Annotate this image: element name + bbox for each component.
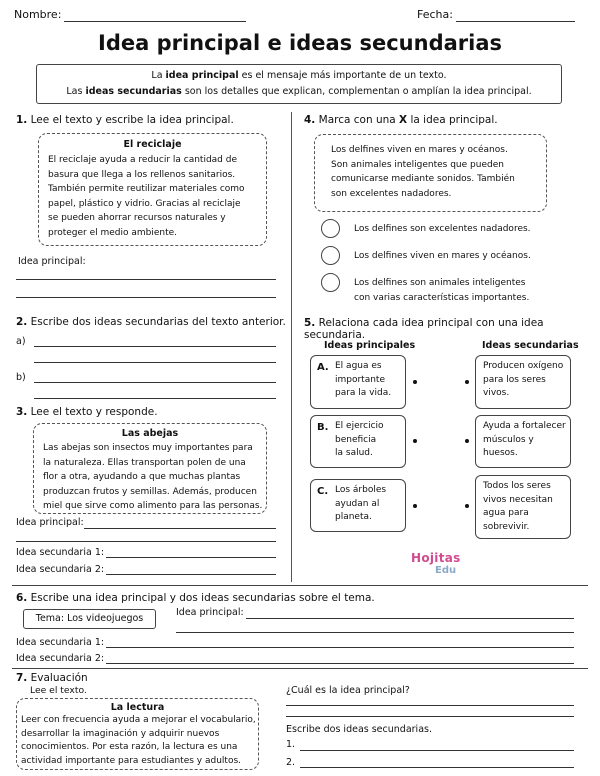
q6-sec1-answer[interactable] xyxy=(106,647,574,648)
q1-text-title: El reciclaje xyxy=(123,139,182,150)
column-divider xyxy=(291,112,292,582)
q6-main-label: Idea principal: xyxy=(176,607,244,618)
q5-right-dot-2[interactable] xyxy=(465,439,469,443)
definition-line-1: La idea principal es el mensaje más importante de un texto. xyxy=(151,70,447,81)
q5-left-dot-c[interactable] xyxy=(413,504,417,508)
q3-text-box xyxy=(33,423,267,514)
q3-instruction: 3. Lee el texto y responde. xyxy=(16,406,158,418)
name-label: Nombre: xyxy=(14,8,62,21)
q7-instruction: Lee el texto. xyxy=(30,685,87,696)
q5-left-box-c: C. Los árboles ayudan al planeta. xyxy=(310,479,406,532)
q2-answer-b[interactable] xyxy=(34,382,276,383)
q6-topic-box: Tema: Los videojuegos xyxy=(23,609,156,629)
q2-instruction: 2. Escribe dos ideas secundarias del texto anterior. xyxy=(16,316,286,328)
q5-left-box-b: B. El ejercicio beneficia la salud. xyxy=(310,415,406,468)
q2-answer-b-2[interactable] xyxy=(34,398,276,399)
q7-text-box xyxy=(16,698,259,770)
q7-sec-answer-1[interactable] xyxy=(300,750,574,751)
q7-main-answer-2[interactable] xyxy=(286,716,574,717)
name-field[interactable] xyxy=(64,21,246,22)
q2-label-a: a) xyxy=(16,336,26,347)
q2-answer-a[interactable] xyxy=(34,346,276,347)
hojitas-logo: Hojitas Edu xyxy=(411,551,461,576)
q3-main-answer-2[interactable] xyxy=(16,541,276,542)
q3-sec1-label: Idea secundaria 1: xyxy=(16,547,105,558)
q3-sec2-answer[interactable] xyxy=(106,574,276,575)
q4-option-3-checkbox[interactable] xyxy=(321,273,340,292)
q5-left-dot-b[interactable] xyxy=(413,439,417,443)
q5-left-box-a: A. El agua es importante para la vida. xyxy=(310,355,406,409)
q4-text-box xyxy=(314,134,547,212)
q7-title: 7. Evaluación xyxy=(16,672,88,684)
q7-text-title: La lectura xyxy=(110,702,165,713)
q1-instruction: 1. Lee el texto y escribe la idea principal. xyxy=(16,114,234,126)
q1-answer-line-1[interactable] xyxy=(16,279,276,280)
q4-option-2-checkbox[interactable] xyxy=(321,246,340,265)
q5-right-dot-3[interactable] xyxy=(465,504,469,508)
q6-instruction: 6. Escribe una idea principal y dos ideas secundarias sobre el tema. xyxy=(16,592,375,604)
definition-box xyxy=(36,64,562,104)
section-divider-1 xyxy=(12,585,588,586)
definition-line-2: Las ideas secundarias son los detalles que explican, complementan o amplían la idea principal. xyxy=(66,86,532,97)
q3-sec1-answer[interactable] xyxy=(106,557,276,558)
q5-left-dot-a[interactable] xyxy=(413,380,417,384)
q7-question: ¿Cuál es la idea principal? xyxy=(286,685,410,696)
q4-option-1-label: Los delfines son excelentes nadadores. xyxy=(354,224,531,234)
q5-right-box-3: Todos los seres vivos necesitan agua para sobrevivir. xyxy=(475,475,571,539)
q6-sec2-label: Idea secundaria 2: xyxy=(16,653,105,664)
q5-right-box-2: Ayuda a fortalecer músculos y huesos. xyxy=(475,415,571,468)
q1-answer-label: Idea principal: xyxy=(18,256,86,267)
q3-main-label: Idea principal: xyxy=(16,517,84,528)
q7-main-answer[interactable] xyxy=(286,705,574,706)
q4-option-3-label: Los delfines son animales inteligentes con varias características importantes. xyxy=(354,278,530,303)
q3-sec2-label: Idea secundaria 2: xyxy=(16,564,105,575)
page-title: Idea principal e ideas secundarias xyxy=(98,31,502,55)
q7-sec-instruction: Escribe dos ideas secundarias. xyxy=(286,724,432,735)
q6-main-answer-2[interactable] xyxy=(176,632,574,633)
q6-main-answer[interactable] xyxy=(246,618,574,619)
q7-sec-answer-2[interactable] xyxy=(300,767,574,768)
date-field[interactable] xyxy=(456,21,575,22)
q5-col-right-header: Ideas secundarias xyxy=(482,340,579,351)
q6-sec1-label: Idea secundaria 1: xyxy=(16,637,105,648)
q7-sec-label-1: 1. xyxy=(286,739,296,750)
q4-text-body: Los delfines viven en mares y océanos. Son animales inteligentes que pueden comunicarse mediante sonidos. También son excelentes nadadores. xyxy=(331,145,515,199)
q5-instruction: 5. Relaciona cada idea principal con una idea secundaria. xyxy=(304,317,544,341)
q3-text-title: Las abejas xyxy=(121,428,179,439)
q2-label-b: b) xyxy=(16,372,26,383)
q7-text-body: Leer con frecuencia ayuda a mejorar el vocabulario, desarrollar la imaginación y adquirir nuevos conocimientos. Por esta razón, la lectura es una actividad importante para estudiantes y adultos. xyxy=(21,715,256,766)
q5-col-left-header: Ideas principales xyxy=(324,340,416,351)
q1-answer-line-2[interactable] xyxy=(16,297,276,298)
q4-option-1-checkbox[interactable] xyxy=(321,219,340,238)
date-label: Fecha: xyxy=(417,8,453,21)
q5-right-box-1: Producen oxígeno para los seres vivos. xyxy=(475,355,571,409)
q2-answer-a-2[interactable] xyxy=(34,362,276,363)
q4-option-2-label: Los delfines viven en mares y océanos. xyxy=(354,251,531,261)
q7-sec-label-2: 2. xyxy=(286,757,296,768)
section-divider-2 xyxy=(12,668,588,669)
q5-right-dot-1[interactable] xyxy=(465,380,469,384)
q3-text-body: Las abejas son insectos muy importantes para la naturaleza. Ellas transportan polen de una flor a otra, ayudando a que muchas plantas produzcan frutos y semillas. Además, producen miel que sirve como alimento para las personas. xyxy=(43,443,263,511)
q1-text-box xyxy=(38,133,267,246)
q1-text-body: El reciclaje ayuda a reducir la cantidad de basura que llega a los rellenos sanitarios. También permite reutilizar materiales como papel, plástico y vidrio. Gracias al reciclaje se pueden ahorrar recursos naturales y proteger el medio ambiente. xyxy=(48,155,245,238)
q3-main-answer[interactable] xyxy=(84,528,276,529)
q6-sec2-answer[interactable] xyxy=(106,663,574,664)
q4-instruction: 4. Marca con una X la idea principal. xyxy=(304,114,498,126)
